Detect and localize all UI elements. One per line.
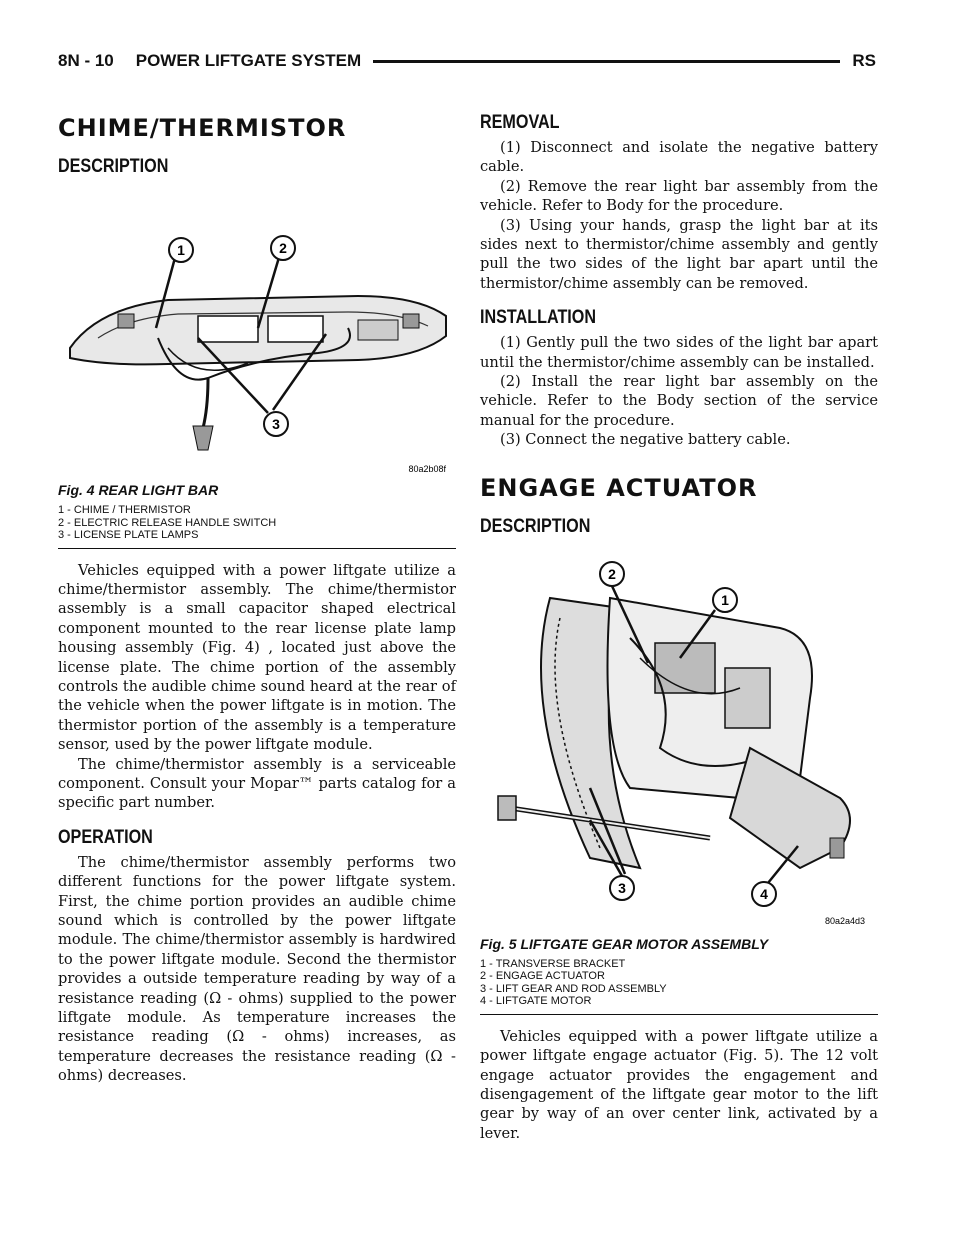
chime-description-paragraph: The chime/thermistor assembly is a serviceable component. Consult your Mopar™ parts catalog for a specific part number.	[58, 755, 456, 812]
engage-description-heading: DESCRIPTION	[480, 515, 591, 537]
right-column	[480, 96, 878, 1143]
legend-item: 1 - CHIME / THERMISTOR	[58, 504, 191, 516]
left-column	[58, 96, 456, 1086]
chime-description-heading: DESCRIPTION	[58, 156, 169, 177]
callout-1: 1	[721, 591, 729, 608]
callout-2: 2	[608, 565, 616, 582]
removal-step: (1) Disconnect and isolate the negative battery cable.	[480, 139, 878, 176]
installation-step: (3) Connect the negative battery cable.	[500, 431, 791, 449]
legend-item: 2 - ENGAGE ACTUATOR	[480, 970, 605, 983]
callout-3: 3	[272, 416, 280, 432]
legend-item: 3 - LIFT GEAR AND ROD ASSEMBLY	[480, 982, 667, 995]
gear-motor-illustration	[480, 548, 878, 932]
callout-1: 1	[177, 242, 185, 258]
chime-thermistor-title: CHIME/THERMISTOR	[58, 114, 347, 142]
page-header	[58, 50, 876, 72]
legend-item: 4 - LIFTGATE MOTOR	[480, 995, 592, 1008]
chime-operation-heading: OPERATION	[58, 826, 153, 848]
removal-step: (3) Using your hands, grasp the light bar at its sides next to thermistor/chime assembly and gently pull the two sides of the light bar apart until the thermistor/chime assembly can be removed.	[480, 216, 878, 292]
installation-step: (1) Gently pull the two sides of the light bar apart until the thermistor/chime assembly can be installed.	[480, 334, 878, 371]
chime-operation-paragraph: The chime/thermistor assembly performs two different functions for the power liftgate system. First, the chime portion provides an audible chime sound which is controlled by the power liftgate module. The chime/thermistor assembly is hardwired to the power liftgate module. Second the thermistor provides a outside temperature reading by way of a resistance reading (Ω - ohms) supplied to the power liftgate module. As temperature increases the resistance reading (Ω - ohms) increases, as temperature decreases the resistance reading (Ω - ohms) decreases.	[58, 853, 456, 1085]
page-number: 8N - 10	[58, 51, 114, 70]
rear-light-bar-illustration	[58, 188, 456, 478]
header-rule	[373, 60, 840, 63]
callout-3: 3	[618, 879, 626, 896]
figure-divider	[58, 548, 456, 549]
legend-item: 2 - ELECTRIC RELEASE HANDLE SWITCH	[58, 516, 277, 529]
figure-liftgate-gear-motor	[480, 548, 878, 1015]
removal-heading: REMOVAL	[480, 112, 560, 133]
removal-step: (2) Remove the rear light bar assembly from the vehicle. Refer to Body for the procedure.	[480, 177, 878, 215]
figure-4-legend	[58, 504, 456, 542]
legend-item: 3 - LICENSE PLATE LAMPS	[58, 529, 199, 541]
chime-description-paragraph: Vehicles equipped with a power liftgate utilize a chime/thermistor assembly. The chime/thermistor assembly is a small capacitor shaped electrical component mounted to the rear license plate lamp housing assembly (Fig. 4) , located just above the license plate. The chime portion of the assembly controls the audible chime sound heard at the rear of the vehicle when the power liftgate is in motion. The thermistor portion of the assembly is a temperature sensor, used by the power liftgate module.	[58, 561, 456, 754]
installation-step: (2) Install the rear light bar assembly on the vehicle. Refer to the Body section of the service manual for the procedure.	[480, 373, 878, 429]
installation-heading: INSTALLATION	[480, 307, 597, 329]
figure-5-legend	[480, 958, 878, 1008]
callout-2: 2	[279, 240, 287, 256]
model-code: RS	[852, 51, 876, 70]
figure-5-caption: Fig. 5 LIFTGATE GEAR MOTOR ASSEMBLY	[480, 935, 769, 952]
figure-divider	[480, 1014, 878, 1015]
figure-4-caption: Fig. 4 REAR LIGHT BAR	[58, 482, 219, 498]
figure-rear-light-bar	[58, 188, 456, 549]
section-title: POWER LIFTGATE SYSTEM	[135, 51, 362, 70]
legend-item: 1 - TRANSVERSE BRACKET	[480, 957, 626, 970]
engage-actuator-title: ENGAGE ACTUATOR	[480, 473, 758, 502]
figure-code: 80a2b08f	[408, 464, 446, 474]
callout-4: 4	[760, 885, 768, 902]
figure-code: 80a2a4d3	[824, 915, 865, 926]
engage-description-paragraph: Vehicles equipped with a power liftgate utilize a power liftgate engage actuator (Fig. 5). The 12 volt engage actuator provides the engagement and disengagement of the liftgate gear motor to the lift gear by way of an over center link, activated by a lever.	[480, 1027, 878, 1142]
